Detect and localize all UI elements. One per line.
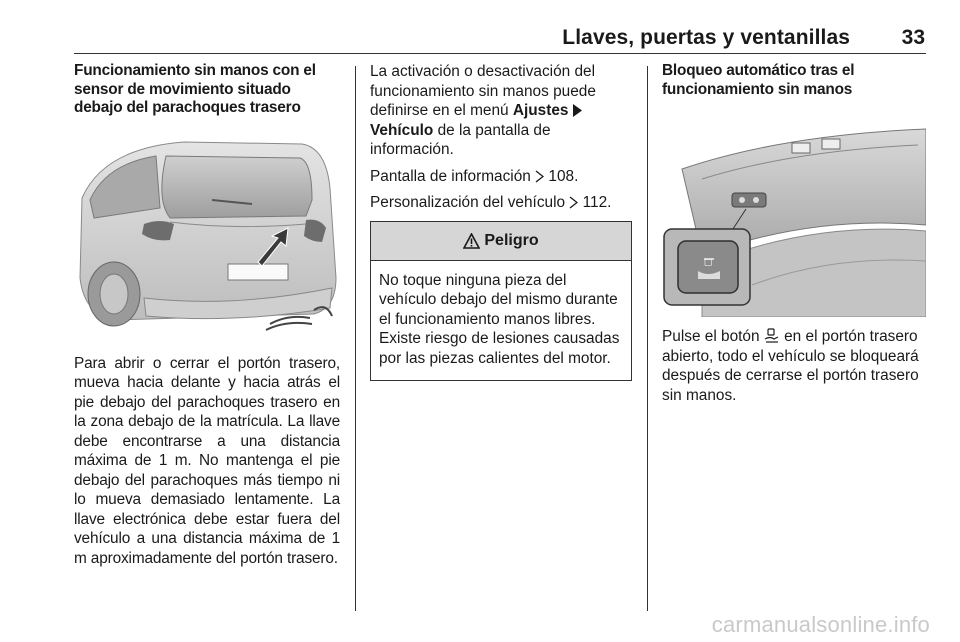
column-divider-left [355,66,356,611]
section-heading-auto-lock: Bloqueo automático tras el funcionamiento sin manos [662,62,855,98]
page-number: 33 [901,26,925,49]
reference-personalization-page: 112. [582,194,612,211]
menu-arrow-icon [573,104,582,117]
hands-free-lock-button-icon [764,328,780,343]
menu-item-ajustes: Ajustes [512,102,569,119]
reference-personalization-text: Personalización del vehículo [370,194,566,211]
watermark: carmanualsonline.info [711,612,930,637]
reference-personalization [370,193,632,213]
page-reference-icon [569,196,578,209]
column-1 [74,62,340,568]
body-text-hands-free: Para abrir o cerrar el portón trasero, mueva hacia delante y hacia atrás el pie debajo del parachoques trasero en la zona debajo de la matrícula. La llave debe encontrarse a una distancia máxima de 1 m. No mantenga el pie debajo del parachoques más tiempo ni lo mueva demasiado lentamente. La llave electrónica debe estar fuera del vehículo a una distancia máxima de 1 m aproximadamente del portón trasero. [74,354,340,567]
warning-body: No toque ninguna pieza del vehículo debajo del mismo durante el funcionamiento manos libres. Existe riesgo de lesiones causadas por las piezas calientes del motor. [379,271,620,367]
warning-header [371,222,631,261]
column-divider-right [647,66,648,611]
column-2 [370,62,632,381]
settings-text-before: La activación o desactivación del funcionamiento sin manos puede definirse en el menú [370,63,596,119]
auto-lock-text-before: Pulse el botón [662,328,764,345]
settings-text-after: de la pantalla de información. [370,121,551,158]
menu-item-vehiculo: Vehículo [370,121,434,139]
reference-info-display-page: 108. [548,167,579,185]
paragraph-settings [370,62,632,160]
section-heading-hands-free: Funcionamiento sin manos con el sensor de movimiento situado debajo del parachoques trasero [74,62,316,116]
body-text-auto-lock [662,327,926,405]
svg-text:▢: ▢ [703,258,713,268]
reference-info-display [370,167,632,187]
column-3 [662,62,926,405]
header-rule [74,53,926,54]
page-header-title: Llaves, puertas y ventanillas [562,26,850,49]
warning-title: Peligro [484,231,539,249]
reference-info-display-text: Pantalla de información [370,167,531,185]
tailgate-lock-button-illustration [662,105,926,317]
page-reference-icon [535,170,544,183]
auto-lock-text-after: en el portón trasero abierto, todo el vehículo se bloqueará después de cerrarse el portón trasero sin manos. [662,328,919,404]
warning-triangle-icon [463,233,480,249]
car-rear-kick-sensor-illustration [74,138,338,336]
warning-box [370,221,632,382]
